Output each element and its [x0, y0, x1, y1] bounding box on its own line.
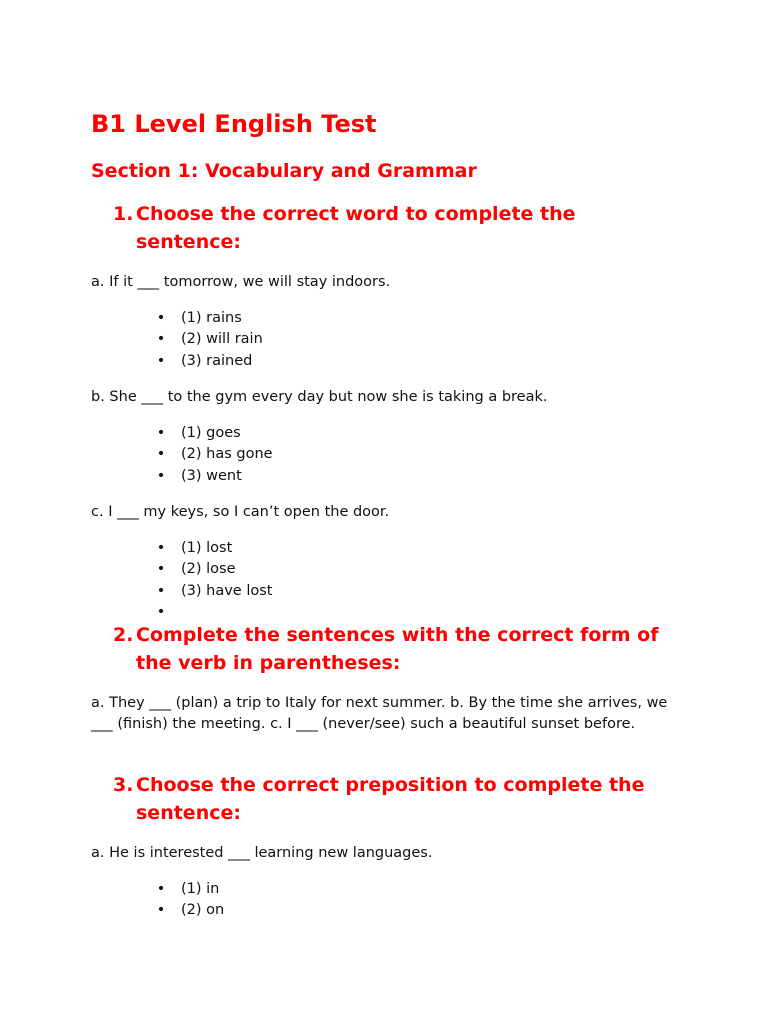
bullet-icon: • [156, 467, 166, 484]
section-title: Section 1: Vocabulary and Grammar [91, 160, 477, 182]
question-3a-prompt: a. He is interested ___ learning new languages. [91, 845, 433, 861]
option-text: (1) in [181, 881, 220, 897]
question-1-heading [113, 200, 673, 256]
question-heading-text: Choose the correct word to complete the sentence: [136, 203, 576, 253]
bullet-icon: • [156, 352, 166, 369]
option-text: (2) lose [181, 561, 236, 578]
bullet-icon: • [156, 540, 166, 556]
bullet-icon: • [156, 582, 166, 599]
list-item [156, 879, 224, 900]
question-1c-prompt: c. I ___ my keys, so I can’t open the door. [91, 504, 390, 520]
bullet-icon: • [156, 446, 166, 463]
list-item [156, 423, 273, 444]
question-1c-options [156, 538, 272, 623]
list-item [156, 329, 263, 350]
bullet-icon: • [156, 561, 166, 578]
question-number: 3. [113, 774, 134, 796]
bullet-icon: • [156, 603, 166, 620]
question-heading-text: Choose the correct preposition to complete the sentence: [136, 774, 645, 824]
question-1b-options [156, 423, 273, 487]
list-item [156, 308, 263, 329]
bullet-icon: • [156, 425, 166, 441]
question-2-heading [113, 621, 673, 677]
option-text: (2) has gone [181, 446, 273, 463]
list-item [156, 351, 263, 372]
question-number: 2. [113, 624, 134, 646]
list-item [156, 581, 272, 602]
option-text: (3) rained [181, 352, 253, 369]
document-title: B1 Level English Test [91, 110, 377, 138]
option-text: (1) rains [181, 310, 242, 326]
bullet-icon: • [156, 881, 166, 897]
question-2-paragraph: a. They ___ (plan) a trip to Italy for next summer. b. By the time she arrives, we ___ (finish) the meeting. c. I ___ (never/see) such a beautiful sunset before. [91, 695, 668, 732]
list-item [156, 900, 224, 921]
question-1a-options [156, 308, 263, 372]
question-1b-prompt: b. She ___ to the gym every day but now she is taking a break. [91, 389, 548, 405]
option-text: (3) went [181, 467, 242, 484]
list-item [156, 444, 273, 465]
bullet-icon: • [156, 902, 166, 919]
question-3-heading [113, 771, 673, 827]
question-heading-text: Complete the sentences with the correct form of the verb in parentheses: [136, 624, 659, 674]
bullet-icon: • [156, 331, 166, 348]
option-text: (1) goes [181, 425, 241, 441]
list-item [156, 466, 273, 487]
option-text: (1) lost [181, 540, 233, 556]
question-3a-options [156, 879, 224, 922]
option-text: (2) on [181, 902, 225, 919]
list-item [156, 538, 272, 559]
list-item-empty [156, 602, 272, 623]
bullet-icon: • [156, 310, 166, 326]
option-text: (3) have lost [181, 582, 273, 599]
question-1a-prompt: a. If it ___ tomorrow, we will stay indoors. [91, 274, 391, 290]
question-number: 1. [113, 203, 134, 225]
option-text: (2) will rain [181, 331, 263, 348]
list-item [156, 559, 272, 580]
